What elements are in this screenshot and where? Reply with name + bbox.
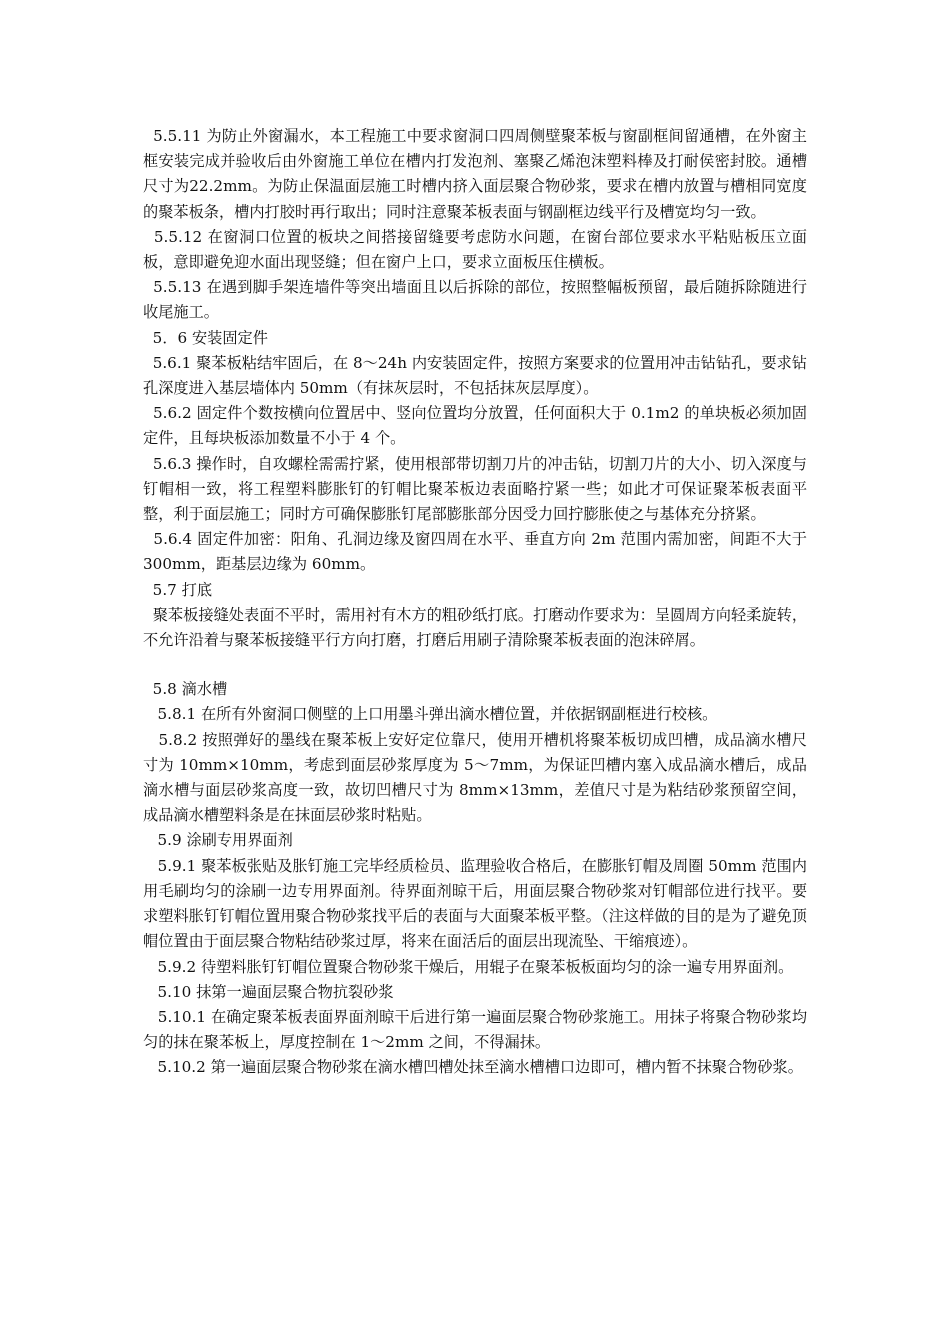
paragraph-5-7: 聚苯板接缝处表面不平时，需用衬有木方的粗砂纸打底。打磨动作要求为：呈圆周方向轻柔旋转，不允许沿着与聚苯板接缝平行方向打磨，打磨后用刷子清除聚苯板表面的泡沫碎屑。	[143, 605, 808, 650]
heading-5-10: 5.10 抹第一遍面层聚合物抗裂砂浆	[157, 982, 394, 1001]
heading-5-6: 5．6 安装固定件	[152, 328, 268, 347]
paragraph-5-6-3: 5.6.3 操作时，自攻螺栓需需拧紧，使用根部带切割刀片的冲击钻，切割刀片的大小、切入深度与钉帽相一致，将工程塑料膨胀钉的钉帽比聚苯板边表面略拧紧一些；如此才可保证聚苯板表面平整，利于面层施工；同时方可确保膨胀钉尾部膨胀部分因受力回拧膨胀使之与基体充分挤紧。	[143, 454, 807, 524]
blank-line	[143, 653, 807, 677]
paragraph-5-6-4: 5.6.4 固定件加密：阳角、孔洞边缘及窗四周在水平、垂直方向 2m 范围内需加密，间距不大于 300mm，距基层边缘为 60mm。	[143, 530, 807, 574]
heading-5-7: 5.7 打底	[152, 580, 213, 599]
paragraph-5-6-2: 5.6.2 固定件个数按横向位置居中、竖向位置均分放置，任何面积大于 0.1m2 的单块板必须加固定件，且每块板添加数量不小于 4 个。	[143, 404, 807, 448]
paragraph-5-8-1: 5.8.1 在所有外窗洞口侧壁的上口用墨斗弹出滴水槽位置，并依据钢副框进行校核。	[157, 705, 718, 724]
paragraph-5-10-2: 5.10.2 第一遍面层聚合物砂浆在滴水槽凹槽处抹至滴水槽槽口边即可，槽内暂不抹聚合物砂浆。	[157, 1058, 803, 1077]
heading-5-8: 5.8 滴水槽	[152, 680, 228, 699]
paragraph-5-5-11: 5.5.11 为防止外窗漏水，本工程施工中要求窗洞口四周侧壁聚苯板与窗副框间留通槽，在外窗主框安装完成并验收后由外窗施工单位在槽内打发泡剂、塞聚乙烯泡沫塑料棒及打耐侯密封胶。通槽尺寸为22.2mm。为防止保温面层施工时槽内挤入面层聚合物砂浆，要求在槽内放置与槽相同宽度的聚苯板条，槽内打胶时再行取出；同时注意聚苯板表面与钢副框边线平行及槽宽均匀一致。	[143, 127, 807, 221]
paragraph-5-9-1: 5.9.1 聚苯板张贴及胀钉施工完毕经质检员、监理验收合格后，在膨胀钉帽及周圈 50mm 范围内用毛刷均匀的涂刷一边专用界面剂。待界面剂晾干后，用面层聚合物砂浆对钉帽部位进行找平。要求塑料胀钉钉帽位置用聚合物砂浆找平后的表面与大面聚苯板平整。（注这样做的目的是为了避免顶帽位置由于面层聚合物粘结砂浆过厚，将来在面活后的面层出现流坠、干缩痕迹）。	[143, 856, 807, 951]
document-body	[143, 124, 807, 1081]
paragraph-5-9-2: 5.9.2 待塑料胀钉钉帽位置聚合物砂浆干燥后，用辊子在聚苯板板面均匀的涂一遍专用界面剂。	[157, 957, 794, 976]
heading-5-9: 5.9 涂刷专用界面剂	[157, 831, 293, 850]
paragraph-5-8-2: 5.8.2 按照弹好的墨线在聚苯板上安好定位靠尺，使用开槽机将聚苯板切成凹槽，成品滴水槽尺寸为 10mm×10mm，考虑到面层砂浆厚度为 5～7mm，为保证凹槽内塞入成品滴水槽后，成品滴水槽与面层砂浆高度一致，故切凹槽尺寸为 8mm×13mm，差值尺寸是为粘结砂浆预留空间，成品滴水槽塑料条是在抹面层砂浆时粘贴。	[143, 730, 807, 825]
paragraph-5-5-12: 5.5.12 在窗洞口位置的板块之间搭接留缝要考虑防水问题，在窗台部位要求水平粘贴板压立面板，意即避免迎水面出现竖缝；但在窗户上口，要求立面板压住横板。	[143, 227, 807, 272]
paragraph-5-5-13: 5.5.13 在遇到脚手架连墙件等突出墙面且以后拆除的部位，按照整幅板预留，最后随拆除随进行收尾施工。	[143, 278, 807, 322]
paragraph-5-6-1: 5.6.1 聚苯板粘结牢固后，在 8～24h 内安装固定件，按照方案要求的位置用冲击钻钻孔，要求钻孔深度进入基层墙体内 50mm（有抹灰层时，不包括抹灰层厚度）。	[143, 353, 807, 398]
paragraph-5-10-1: 5.10.1 在确定聚苯板表面界面剂晾干后进行第一遍面层聚合物砂浆施工。用抹子将聚合物砂浆均匀的抹在聚苯板上，厚度控制在 1～2mm 之间，不得漏抹。	[143, 1007, 808, 1052]
